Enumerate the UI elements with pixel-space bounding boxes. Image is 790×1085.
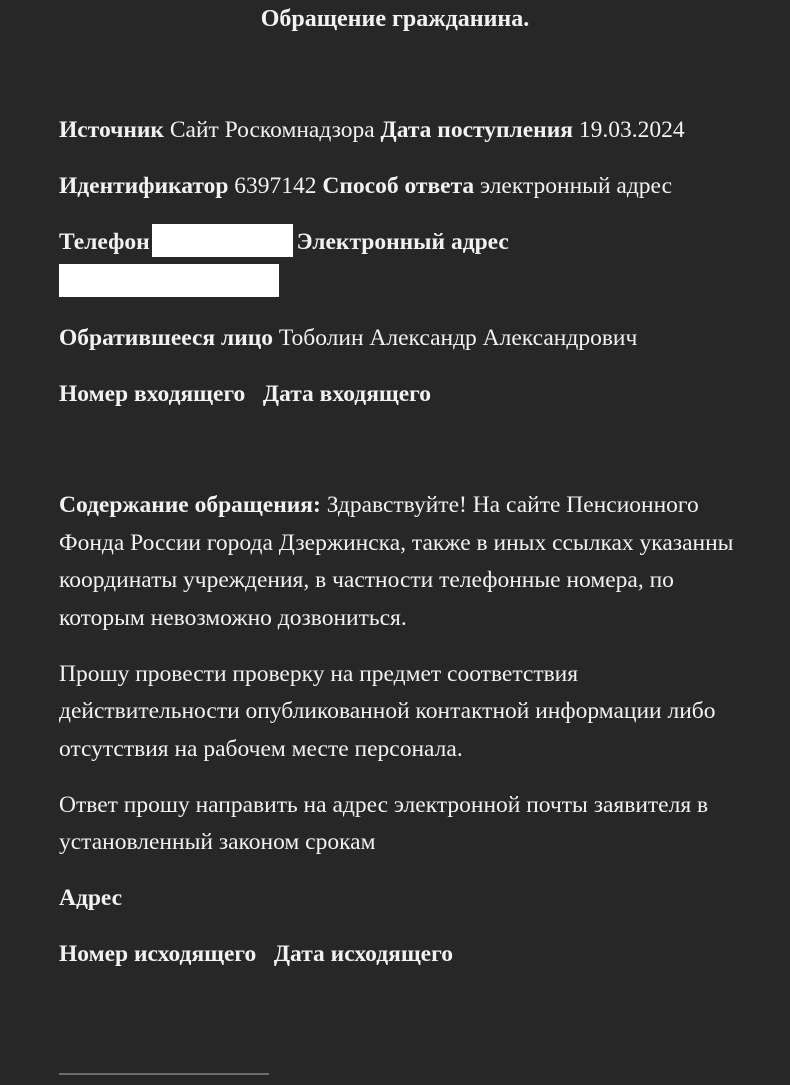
identifier-label: Идентификатор <box>59 173 229 199</box>
received-date-label: Дата поступления <box>380 117 573 143</box>
source-row <box>59 112 739 150</box>
phone-label: Телефон <box>59 229 150 255</box>
appeal-text-1: Здравствуйте! На сайте Пенсионного Фонда России города Дзержинска, также в иных ссылках указанны координаты учреждения, в частности телефонные номера, по которым невозможно дозвониться. <box>59 492 734 631</box>
incoming-number-label: Номер входящего <box>59 380 246 407</box>
appeal-paragraph-2: Прошу провести проверку на предмет соответствия действительности опубликованной контактной информации либо отсутствия на рабочем месте персонала. <box>59 660 716 762</box>
identifier-value: 6397142 <box>234 173 317 199</box>
phone-redaction <box>152 224 293 257</box>
source-value: Сайт Роскомнадзора <box>169 117 375 143</box>
source-label: Источник <box>59 117 164 143</box>
document-body <box>59 112 739 974</box>
applicant-row <box>59 320 739 358</box>
appeal-paragraph-3: Ответ прошу направить на адрес электронной почты заявителя в установленный законом срокам <box>59 791 709 855</box>
incoming-row <box>59 376 739 414</box>
address-label: Адрес <box>59 885 123 911</box>
cut-off-text-line <box>59 1073 269 1085</box>
outgoing-number-label: Номер исходящего <box>59 941 257 967</box>
response-method-label: Способ ответа <box>322 173 475 199</box>
outgoing-date-label: Дата исходящего <box>273 941 453 967</box>
outgoing-row <box>59 936 739 974</box>
email-label: Электронный адрес <box>296 229 509 255</box>
identifier-row <box>59 168 739 206</box>
appeal-label: Содержание обращения: <box>59 492 321 518</box>
response-method-value: электронный адрес <box>480 173 673 199</box>
page-title: Обращение гражданина. <box>260 6 530 32</box>
incoming-date-label: Дата входящего <box>262 380 432 407</box>
address-row <box>59 880 739 918</box>
applicant-value: Тоболин Александр Александрович <box>278 324 638 351</box>
applicant-label: Обратившееся лицо <box>59 324 274 351</box>
received-date-value: 19.03.2024 <box>578 117 685 143</box>
appeal-paragraph-1 <box>59 487 739 637</box>
email-redaction <box>59 264 279 297</box>
contact-row <box>59 224 739 301</box>
